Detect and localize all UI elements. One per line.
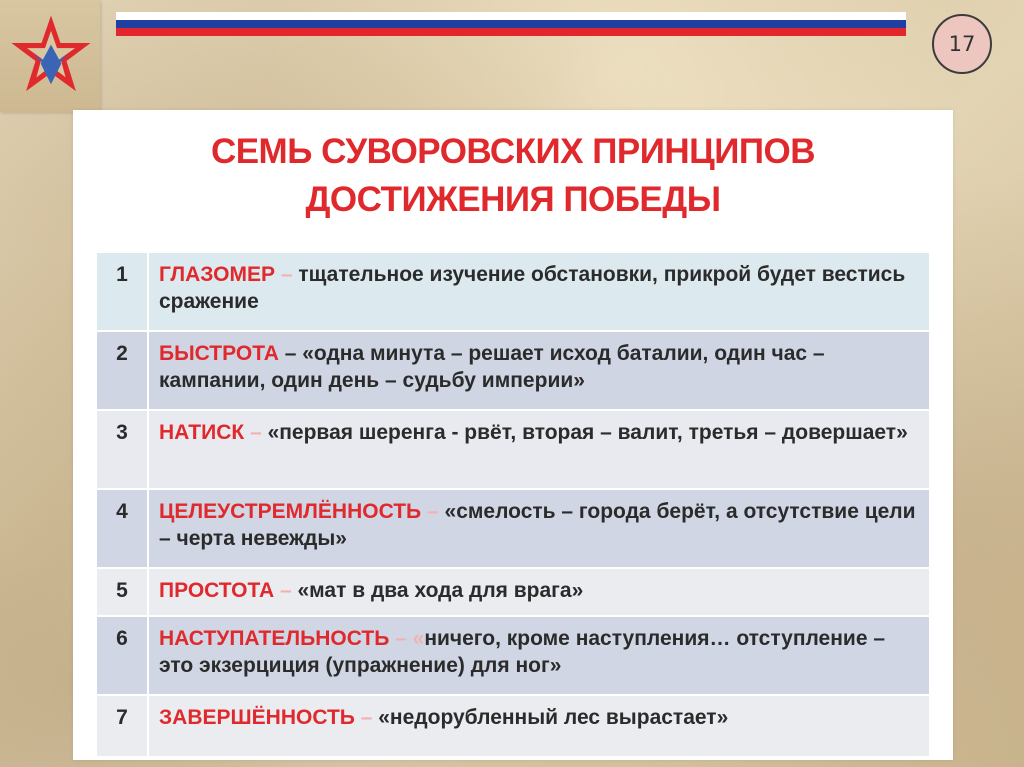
row-number: 6 (97, 616, 148, 695)
table-row (97, 410, 929, 489)
title-line-2: ДОСТИЖЕНИЯ ПОБЕДЫ (305, 180, 721, 219)
slide-number: 17 (948, 32, 976, 56)
principle-description: ничего, кроме наступления… отступление – это экзерциция (упражнение) для ног» (159, 627, 886, 677)
row-number: 4 (97, 489, 148, 568)
principle-dash: – (421, 500, 445, 523)
principle-term: ЗАВЕРШЁННОСТЬ (159, 706, 355, 729)
red-star-emblem-icon (8, 12, 94, 98)
principle-description: «первая шеренга - рвёт, вторая – валит, третья – довершает» (267, 421, 908, 444)
logo-panel (0, 0, 100, 112)
row-content (148, 489, 929, 568)
principle-description: «одна минута – решает исход баталии, один час – кампании, один день – судьбу империи» (159, 342, 825, 392)
principle-term: ГЛАЗОМЕР (159, 263, 276, 286)
row-number: 2 (97, 331, 148, 410)
table-row (97, 695, 929, 756)
principle-dash: – (278, 342, 303, 365)
principle-term: НАТИСК (159, 421, 245, 444)
row-number: 7 (97, 695, 148, 756)
row-content (148, 410, 929, 489)
principle-description: «смелость – города берёт, а отсутствие цели – черта невежды» (159, 500, 916, 550)
row-number: 1 (97, 252, 148, 331)
table-row (97, 489, 929, 568)
slide-title (73, 128, 953, 224)
russian-flag-stripe (116, 12, 906, 36)
principle-term: ЦЕЛЕУСТРЕМЛЁННОСТЬ (159, 500, 422, 523)
slide-content-panel (73, 110, 953, 760)
principle-dash: – (244, 421, 268, 444)
principle-description: тщательное изучение обстановки, прикрой будет вестись сражение (159, 263, 906, 313)
principle-term: НАСТУПАТЕЛЬНОСТЬ (159, 627, 390, 650)
table-row (97, 331, 929, 410)
principle-dash: – « (389, 627, 425, 650)
principle-dash: – (275, 263, 299, 286)
table-row (97, 616, 929, 695)
principle-description: «мат в два хода для врага» (297, 579, 584, 602)
principles-table (97, 251, 929, 756)
row-number: 3 (97, 410, 148, 489)
principle-description: «недорубленный лес вырастает» (378, 706, 729, 729)
title-line-1: СЕМЬ СУВОРОВСКИХ ПРИНЦИПОВ (210, 132, 816, 171)
flag-blue-stripe (116, 20, 906, 28)
row-content (148, 252, 929, 331)
principle-term: БЫСТРОТА (159, 342, 279, 365)
slide-number-badge (932, 14, 992, 74)
principle-term: ПРОСТОТА (159, 579, 275, 602)
row-content (148, 331, 929, 410)
table-row (97, 568, 929, 616)
principle-dash: – (274, 579, 298, 602)
row-content (148, 695, 929, 756)
row-content (148, 616, 929, 695)
row-number: 5 (97, 568, 148, 616)
row-content (148, 568, 929, 616)
principle-dash: – (354, 706, 379, 729)
flag-white-stripe (116, 12, 906, 20)
flag-red-stripe (116, 28, 906, 36)
table-row (97, 252, 929, 331)
